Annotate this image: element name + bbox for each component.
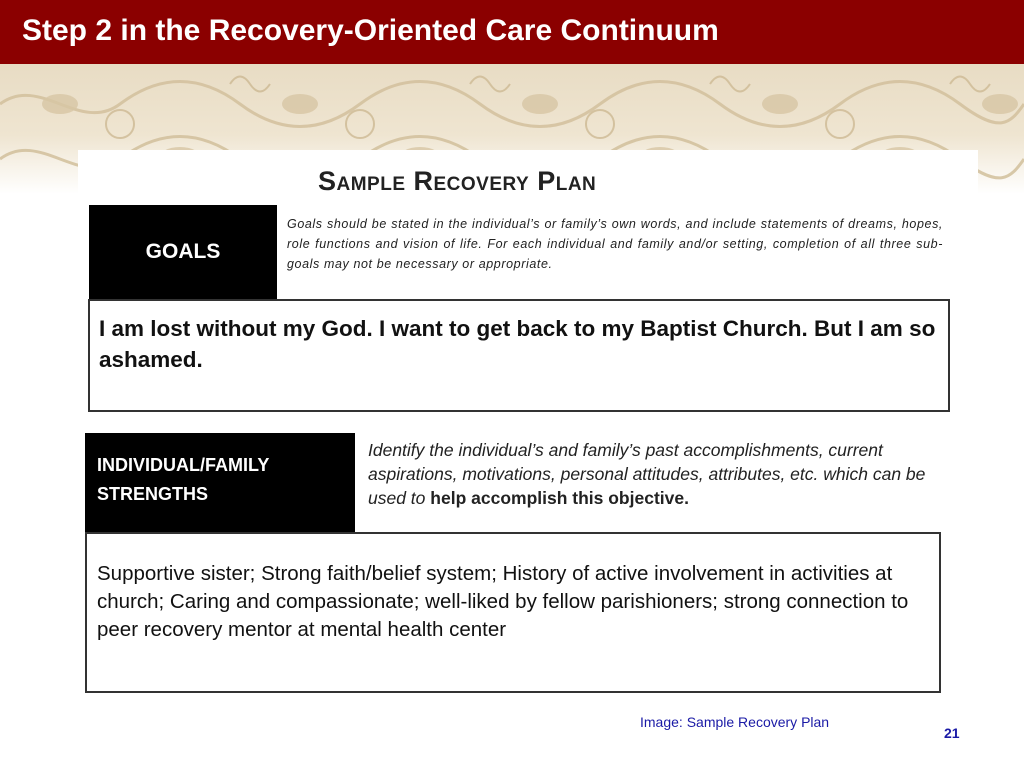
title-bar — [0, 0, 1024, 64]
strengths-label — [85, 433, 355, 533]
goals-content: I am lost without my God. I want to get back to my Baptist Church. But I am so ashamed. — [88, 299, 950, 412]
image-caption: Image: Sample Recovery Plan — [640, 714, 830, 730]
plan-heading: Sample Recovery Plan — [318, 166, 597, 196]
strengths-description — [368, 438, 928, 510]
strengths-description-plain: Identify the individual’s and family’s past accomplishments, current aspirations, motivations, personal attitudes, attributes, etc. which can be used to — [368, 440, 926, 508]
strengths-content: Supportive sister; Strong faith/belief system; History of active involvement in activities at church; Caring and compassionate; well-liked by fellow parishioners; strong connection to peer recovery mentor at mental health center — [85, 532, 941, 693]
page-number: 21 — [944, 725, 960, 741]
slide-title: Step 2 in the Recovery-Oriented Care Continuum — [22, 14, 719, 47]
goals-label: GOALS — [89, 205, 277, 299]
goals-description: Goals should be stated in the individual’s or family’s own words, and include statements of dreams, hopes, role functions and vision of life. For each individual and family and/or setting, completion of all three sub-goals may not be necessary or appropriate. — [287, 217, 943, 271]
strengths-label-line2: STRENGTHS — [97, 484, 209, 504]
strengths-description-bold: help accomplish this objective. — [430, 488, 689, 508]
strengths-label-line1: INDIVIDUAL/FAMILY — [97, 455, 270, 475]
